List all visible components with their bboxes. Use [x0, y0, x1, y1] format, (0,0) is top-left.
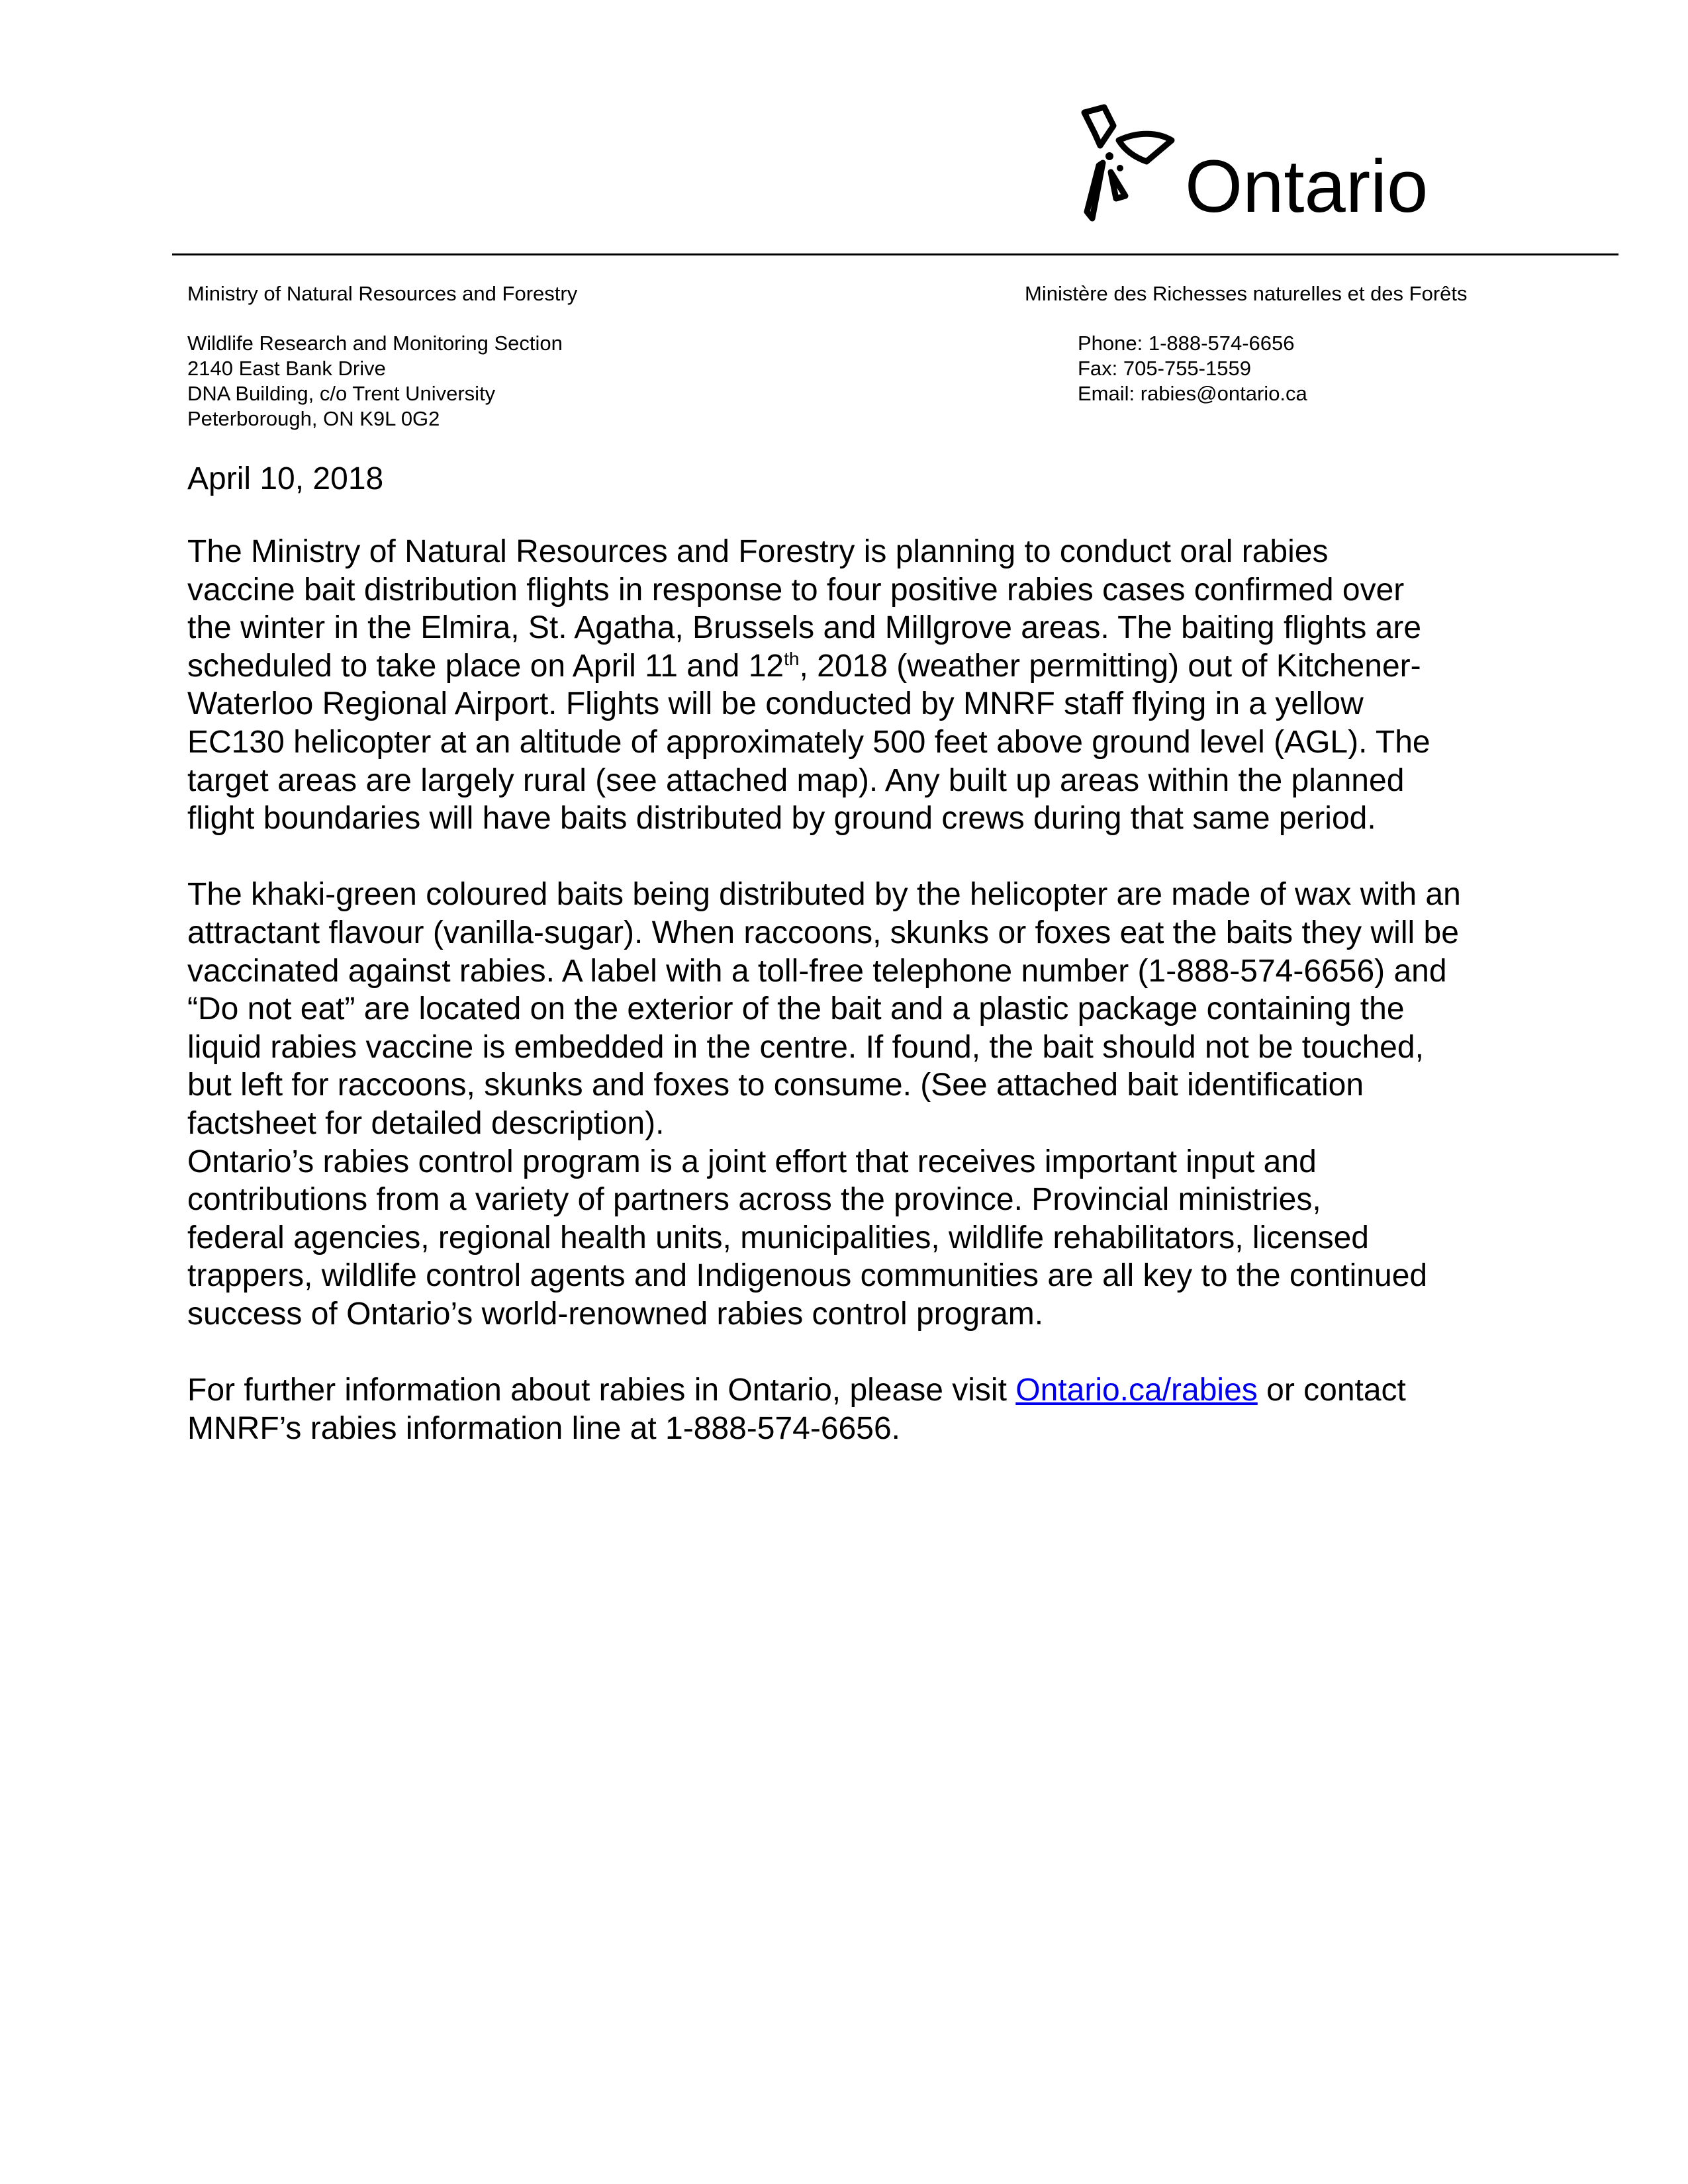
paragraph-program-partners: [187, 1143, 1511, 1334]
text-segment: scheduled to take place on April 11 and 12: [187, 648, 784, 684]
paragraph-further-information: [187, 1371, 1511, 1447]
mailing-address: [187, 331, 563, 432]
ministry-name-english: Ministry of Natural Resources and Forestry: [187, 282, 578, 305]
ontario-logo: [1072, 99, 1443, 232]
superscript: th: [784, 648, 800, 669]
text-line: contributions from a variety of partners across the province. Provincial ministries,: [187, 1182, 1321, 1218]
text-line: but left for raccoons, skunks and foxes to consume. (See attached bait identification: [187, 1068, 1364, 1103]
text-line: “Do not eat” are located on the exterior of the bait and a plastic package containing the: [187, 991, 1405, 1027]
header-rule: [172, 253, 1618, 255]
address-line: Wildlife Research and Monitoring Section: [187, 332, 563, 355]
text-segment: or contact: [1257, 1373, 1406, 1408]
paragraph-baiting-flights: [187, 533, 1511, 838]
text-line: Ontario’s rabies control program is a joint effort that receives important input and: [187, 1144, 1317, 1179]
letter-body: [187, 533, 1511, 1447]
address-line: Peterborough, ON K9L 0G2: [187, 407, 440, 430]
paragraph-bait-description: [187, 876, 1511, 1142]
text-line: factsheet for detailed description).: [187, 1105, 665, 1141]
text-line: The khaki-green coloured baits being distributed by the helicopter are made of wax with an: [187, 877, 1461, 913]
text-line: vaccinated against rabies. A label with a toll-free telephone number (1-888-574-6656) and: [187, 953, 1447, 989]
text-line: EC130 helicopter at an altitude of approximately 500 feet above ground level (AGL). The: [187, 724, 1430, 760]
text-line: attractant flavour (vanilla-sugar). When raccoons, skunks or foxes eat the baits they will be: [187, 915, 1459, 950]
phone-number: Phone: 1-888-574-6656: [1078, 332, 1295, 355]
logo-wordmark: Ontario: [1185, 145, 1429, 228]
text-line: the winter in the Elmira, St. Agatha, Brussels and Millgrove areas. The baiting flights are: [187, 610, 1422, 646]
text-line: federal agencies, regional health units, municipalities, wildlife rehabilitators, licensed: [187, 1220, 1369, 1255]
text-line: MNRF’s rabies information line at 1-888-574-6656.: [187, 1410, 900, 1446]
text-line: flight boundaries will have baits distributed by ground crews during that same period.: [187, 801, 1376, 837]
text-line: vaccine bait distribution flights in response to four positive rabies cases confirmed over: [187, 572, 1405, 608]
text-line: The Ministry of Natural Resources and Forestry is planning to conduct oral rabies: [187, 534, 1329, 569]
text-line: [187, 647, 1511, 686]
address-line: 2140 East Bank Drive: [187, 357, 386, 380]
fax-number: Fax: 705-755-1559: [1078, 357, 1251, 380]
email-address: Email: rabies@ontario.ca: [1078, 382, 1307, 405]
text-segment: For further information about rabies in Ontario, please visit: [187, 1373, 1016, 1408]
text-line: target areas are largely rural (see attached map). Any built up areas within the planned: [187, 762, 1405, 798]
address-line: DNA Building, c/o Trent University: [187, 382, 496, 405]
rabies-info-link[interactable]: Ontario.ca/rabies: [1015, 1373, 1258, 1408]
contact-details: [1078, 331, 1307, 406]
text-line: [187, 1371, 1511, 1410]
text-line: liquid rabies vaccine is embedded in the centre. If found, the bait should not be touched,: [187, 1029, 1424, 1065]
text-line: trappers, wildlife control agents and Indigenous communities are all key to the continued: [187, 1258, 1428, 1294]
ministry-name-french: Ministère des Richesses naturelles et des Forêts: [1025, 282, 1468, 305]
letter-date: April 10, 2018: [187, 461, 384, 496]
text-line: Waterloo Regional Airport. Flights will be conducted by MNRF staff flying in a yellow: [187, 686, 1364, 722]
trillium-icon: [1072, 99, 1443, 232]
text-segment: , 2018 (weather permitting) out of Kitchener-: [799, 648, 1421, 684]
text-line: success of Ontario’s world-renowned rabies control program.: [187, 1296, 1044, 1332]
